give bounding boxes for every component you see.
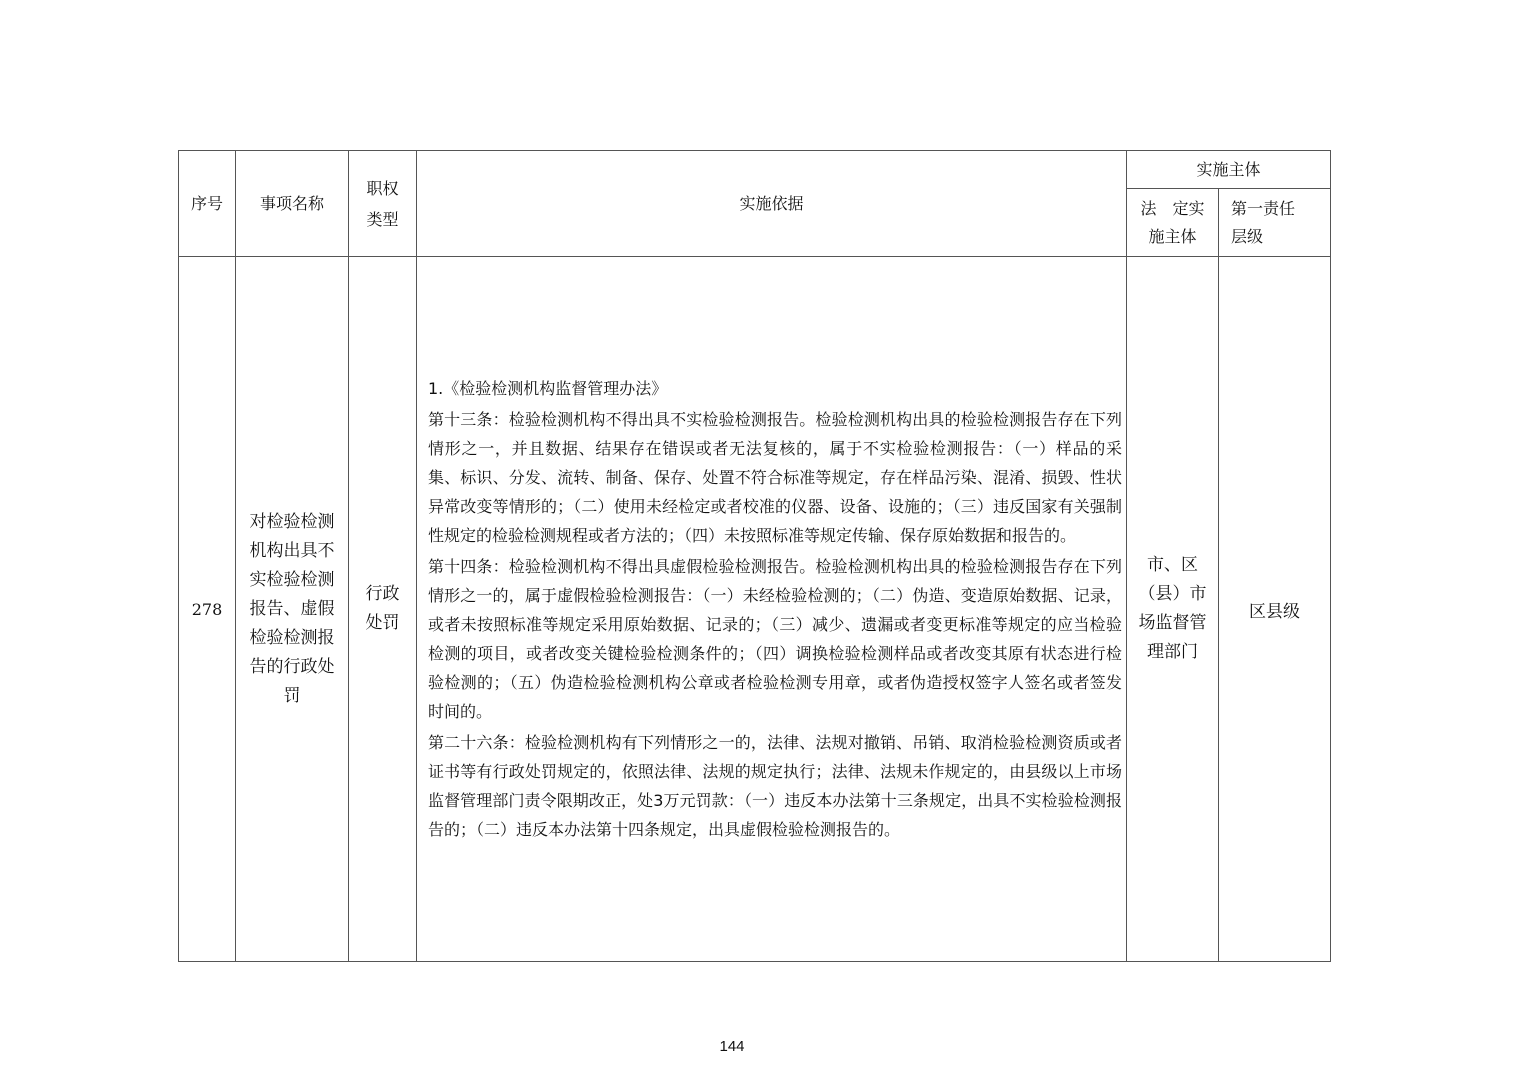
row-legal-entity: 市、区（县）市场监督管理部门 xyxy=(1127,257,1219,962)
header-power-type: 职权类型 xyxy=(349,151,417,257)
header-seq: 序号 xyxy=(179,151,236,257)
row-item-name: 对检验检测机构出具不实检验检测报告、虚假检验检测报告的行政处罚 xyxy=(236,257,349,962)
row-seq: 278 xyxy=(179,257,236,962)
header-entity-group: 实施主体 xyxy=(1127,151,1331,189)
row-basis xyxy=(417,257,1127,962)
authority-list-table xyxy=(178,150,1331,962)
basis-article-14: 第十四条：检验检测机构不得出具虚假检验检测报告。检验检测机构出具的检验检测报告存在下列情形之一的，属于虚假检验检测报告：（一）未经检验检测的；（二）伪造、变造原始数据、记录，或者未按照标准等规定采用原始数据、记录的；（三）减少、遗漏或者变更标准等规定的应当检验检测的项目，或者改变关键检验检测条件的；（四）调换检验检测样品或者改变其原有状态进行检验检测的；（五）伪造检验检测机构公章或者检验检测专用章，或者伪造授权签字人签名或者签发时间的。 xyxy=(428,557,1122,721)
row-power-type: 行政处罚 xyxy=(349,257,417,962)
header-item-name: 事项名称 xyxy=(236,151,349,257)
table-row xyxy=(179,257,1331,962)
basis-article-26: 第二十六条：检验检测机构有下列情形之一的，法律、法规对撤销、吊销、取消检验检测资质或者证书等有行政处罚规定的，依照法律、法规的规定执行；法律、法规未作规定的，由县级以上市场监督管理部门责令限期改正，处3万元罚款：（一）违反本办法第十三条规定，出具不实检验检测报告的；（二）违反本办法第十四条规定，出具虚假检验检测报告的。 xyxy=(428,733,1122,839)
header-legal-entity: 法 定实施主体 xyxy=(1127,189,1219,257)
basis-law-title: 1.《检验检测机构监督管理办法》 xyxy=(428,379,668,398)
basis-article-13: 第十三条：检验检测机构不得出具不实检验检测报告。检验检测机构出具的检验检测报告存在下列情形之一，并且数据、结果存在错误或者无法复核的，属于不实检验检测报告：（一）样品的采集、标识、分发、流转、制备、保存、处置不符合标准等规定，存在样品污染、混淆、损毁、性状异常改变等情形的；（二）使用未经检定或者校准的仪器、设备、设施的；（三）违反国家有关强制性规定的检验检测规程或者方法的；（四）未按照标准等规定传输、保存原始数据和报告的。 xyxy=(428,410,1122,545)
header-first-level: 第一责任层级 xyxy=(1219,189,1331,257)
row-first-level: 区县级 xyxy=(1219,257,1331,962)
page-number: 144 xyxy=(719,1038,745,1055)
header-basis: 实施依据 xyxy=(417,151,1127,257)
